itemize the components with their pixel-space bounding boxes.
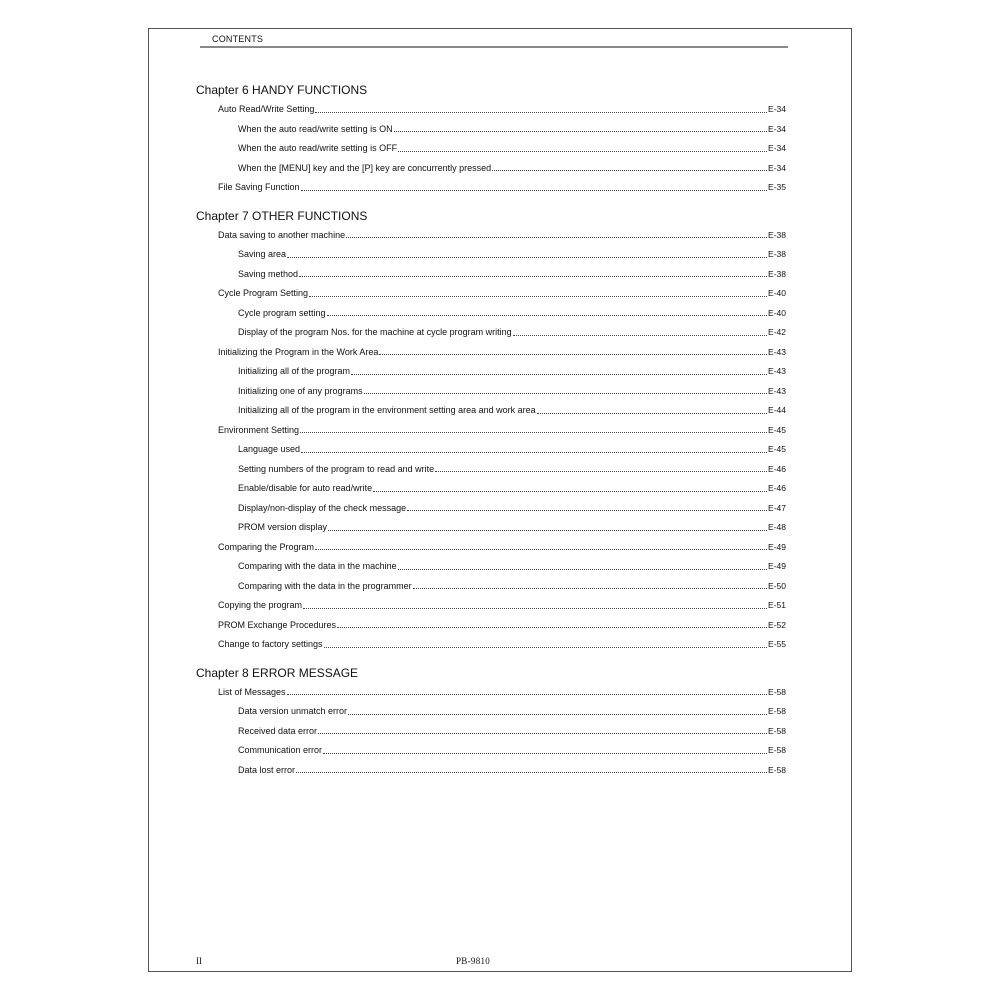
toc-entry-page: E-49 [768,541,786,552]
toc-entry-title: Received data error [238,725,318,736]
chapter-heading: Chapter 8 ERROR MESSAGE [196,665,359,680]
toc-entry-title: Change to factory settings [218,639,323,649]
toc-entry-title: Data version unmatch error [238,706,348,716]
dot-leader [299,276,767,277]
toc-entry-title: Saving area [238,249,287,259]
toc-entry-title: Copying the program [218,600,303,610]
dot-leader [373,491,767,492]
toc-entry[interactable] [196,577,786,597]
toc-entry[interactable] [196,120,786,140]
dot-leader [315,112,767,113]
dot-leader [327,315,767,316]
toc-entry[interactable] [196,343,786,363]
toc-entry[interactable] [196,499,786,519]
toc-entry[interactable] [196,382,786,402]
toc-entry-title: Data saving to another machine [218,229,346,240]
toc-entry[interactable] [196,635,786,655]
toc-entry-title: Display/non-display of the check message [238,502,407,513]
header-label: CONTENTS [212,34,264,44]
toc-entry-title: Cycle program setting [238,307,326,318]
dot-leader [303,608,767,609]
toc-entry-title: PROM version display [238,522,328,532]
dot-leader [513,335,767,336]
dot-leader [301,190,767,191]
dot-leader [287,257,767,258]
toc-entry-page: E-47 [768,502,786,513]
dot-leader [379,354,767,355]
toc-entry-page: E-35 [768,182,786,192]
toc-entry-title: Initializing one of any programs [238,385,363,396]
dot-leader [318,733,767,734]
toc-entry-title: Setting numbers of the program to read and write [238,463,435,474]
dot-leader [537,413,767,414]
toc-entry-page: E-43 [768,346,786,357]
toc-entry[interactable] [196,159,786,179]
toc-entry-title: Communication error [238,745,323,755]
dot-leader [287,694,768,695]
toc-entry[interactable] [196,245,786,265]
toc-entry-page: E-46 [768,463,786,474]
toc-entry-title: Comparing the Program [218,541,315,552]
toc-entry[interactable] [196,538,786,558]
toc-entry-page: E-38 [768,249,786,259]
toc-entry-title: Comparing with the data in the machine [238,561,397,571]
toc-entry[interactable] [196,401,786,421]
toc-entry-title: Data lost error [238,764,296,775]
table-of-contents [196,80,786,780]
toc-entry-page: E-42 [768,327,786,337]
toc-entry[interactable] [196,100,786,120]
toc-entry-page: E-40 [768,288,786,298]
toc-entry-page: E-48 [768,522,786,532]
toc-entry[interactable] [196,741,786,761]
toc-entry-title: Initializing all of the program [238,366,351,376]
toc-entry-title: File Saving Function [218,182,300,192]
toc-entry[interactable] [196,440,786,460]
toc-entry-page: E-40 [768,307,786,318]
toc-entry-page: E-34 [768,162,786,173]
toc-entry-page: E-38 [768,268,786,279]
dot-leader [364,393,767,394]
toc-entry[interactable] [196,139,786,159]
toc-entry-page: E-50 [768,580,786,591]
toc-entry-page: E-45 [768,444,786,454]
toc-entry-page: E-38 [768,229,786,240]
dot-leader [351,374,767,375]
toc-entry-title: Initializing the Program in the Work Area [218,346,379,357]
dot-leader [315,549,767,550]
dot-leader [348,714,767,715]
toc-entry-page: E-55 [768,639,786,649]
toc-entry[interactable] [196,178,786,198]
toc-entry[interactable] [196,702,786,722]
toc-entry-page: E-34 [768,143,786,153]
toc-entry-title: Saving method [238,268,299,279]
toc-entry-page: E-58 [768,725,786,736]
dot-leader [324,647,767,648]
toc-entry[interactable] [196,479,786,499]
footer-model: PB-9810 [456,956,491,966]
toc-entry-title: When the auto read/write setting is OFF [238,143,398,153]
toc-entry[interactable] [196,722,786,742]
dot-leader [323,753,767,754]
toc-entry-page: E-34 [768,123,786,134]
toc-entry[interactable] [196,616,786,636]
dot-leader [296,772,767,773]
toc-entry-page: E-58 [768,745,786,755]
toc-entry-title: Environment Setting [218,424,300,435]
dot-leader [435,471,767,472]
toc-entry-page: E-43 [768,385,786,396]
toc-entry[interactable] [196,518,786,538]
dot-leader [398,151,767,152]
toc-entry-title: Language used [238,444,301,454]
dot-leader [346,237,767,238]
dot-leader [398,569,767,570]
toc-entry-title: Cycle Program Setting [218,288,309,298]
toc-entry-page: E-52 [768,619,786,630]
toc-entry-title: When the auto read/write setting is ON [238,123,393,134]
chapter-heading: Chapter 6 HANDY FUNCTIONS [196,83,368,97]
toc-entry[interactable] [196,761,786,781]
toc-entry-title: Initializing all of the program in the environment setting area and work area [238,405,536,415]
dot-leader [407,510,767,511]
toc-entry[interactable] [196,304,786,324]
toc-entry-page: E-43 [768,366,786,376]
dot-leader [413,588,767,589]
toc-entry-page: E-58 [768,686,786,697]
dot-leader [300,432,767,433]
toc-entry[interactable] [196,557,786,577]
toc-entry[interactable] [196,683,786,703]
dot-leader [492,170,767,171]
toc-entry-title: Auto Read/Write Setting [218,104,315,114]
toc-entry[interactable] [196,596,786,616]
toc-entry-page: E-34 [768,104,786,114]
toc-entry[interactable] [196,421,786,441]
dot-leader [394,131,767,132]
toc-entry[interactable] [196,284,786,304]
toc-entry-page: E-58 [768,764,786,775]
toc-entry-page: E-51 [768,600,786,610]
dot-leader [337,627,767,628]
header-rule [200,46,788,48]
toc-entry-title: List of Messages [218,686,286,697]
toc-entry-page: E-58 [768,706,786,716]
toc-entry-title: PROM Exchange Procedures [218,619,337,630]
toc-entry[interactable] [196,226,786,246]
toc-entry-page: E-49 [768,561,786,571]
toc-entry-title: Display of the program Nos. for the machine at cycle program writing [238,327,512,337]
dot-leader [328,530,767,531]
dot-leader [301,452,767,453]
toc-entry-title: Enable/disable for auto read/write [238,483,373,493]
toc-entry-page: E-44 [768,405,786,415]
toc-entry[interactable] [196,323,786,343]
toc-entry-page: E-45 [768,424,786,435]
toc-entry[interactable] [196,265,786,285]
toc-entry[interactable] [196,460,786,480]
toc-entry-title: Comparing with the data in the programmer [238,580,412,591]
dot-leader [309,296,767,297]
chapter-heading: Chapter 7 OTHER FUNCTIONS [196,208,368,223]
toc-entry-title: When the [MENU] key and the [P] key are concurrently pressed [238,162,492,173]
footer-page-number: II [196,956,202,966]
toc-entry[interactable] [196,362,786,382]
toc-entry-page: E-46 [768,483,786,493]
